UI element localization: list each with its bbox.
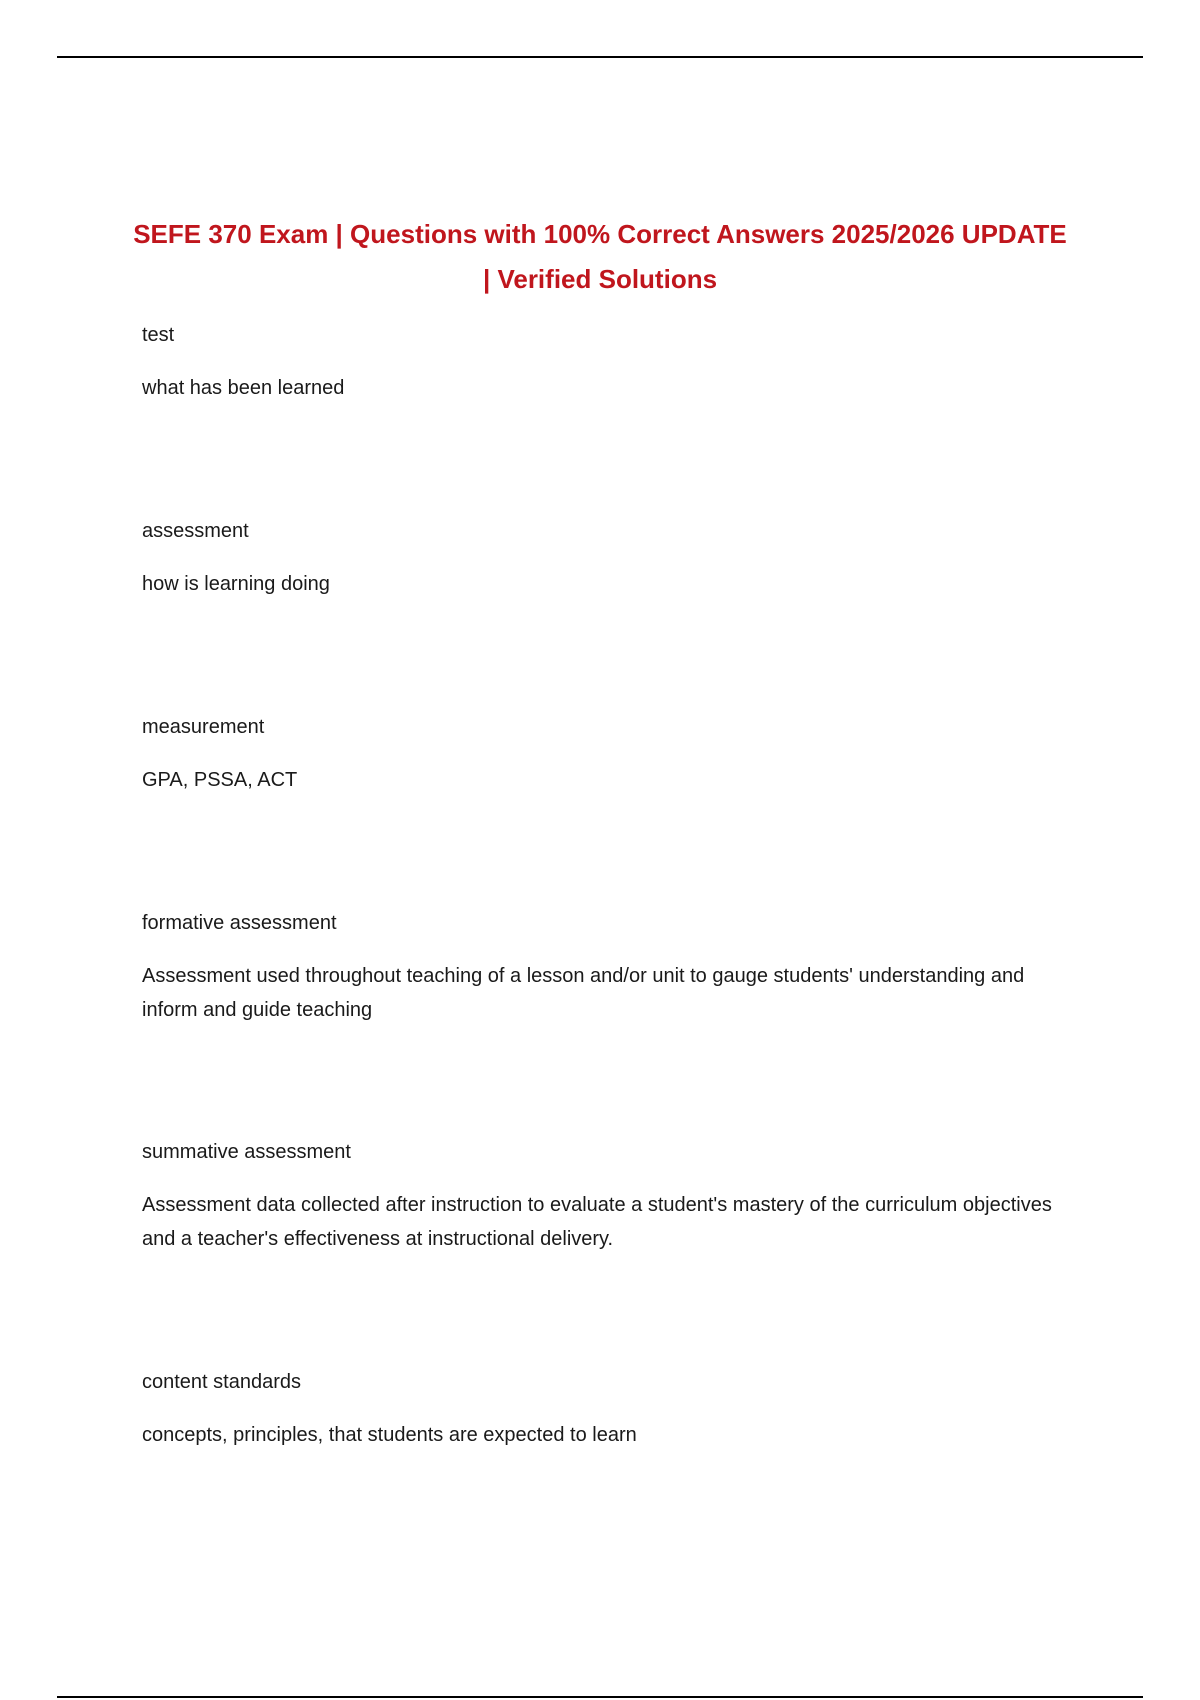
qa-item xyxy=(142,518,1082,601)
qa-item xyxy=(142,1369,1082,1452)
qa-definition: Assessment data collected after instruction to evaluate a student's mastery of the curriculum objectives and a teacher's effectiveness at instructional delivery. xyxy=(142,1194,1052,1250)
qa-term: formative assessment xyxy=(142,912,337,934)
header-rule xyxy=(57,56,1143,58)
qa-item xyxy=(142,322,1082,405)
qa-definition: Assessment used throughout teaching of a lesson and/or unit to gauge students' understanding and inform and guide teaching xyxy=(142,965,1025,1021)
qa-item xyxy=(142,714,1082,797)
qa-definition: concepts, principles, that students are expected to learn xyxy=(142,1424,637,1446)
qa-term: test xyxy=(142,324,175,346)
qa-term: summative assessment xyxy=(142,1141,351,1163)
footer-rule xyxy=(57,1696,1143,1698)
document-title: SEFE 370 Exam | Questions with 100% Correct Answers 2025/2026 UPDATE | Verified Solutions xyxy=(133,219,1067,294)
qa-term: assessment xyxy=(142,520,249,542)
qa-term: content standards xyxy=(142,1371,301,1393)
qa-definition: how is learning doing xyxy=(142,573,330,595)
qa-item xyxy=(142,1139,1082,1256)
qa-item xyxy=(142,910,1082,1027)
qa-term: measurement xyxy=(142,716,265,738)
qa-definition: GPA, PSSA, ACT xyxy=(142,769,298,791)
qa-definition: what has been learned xyxy=(142,377,345,399)
